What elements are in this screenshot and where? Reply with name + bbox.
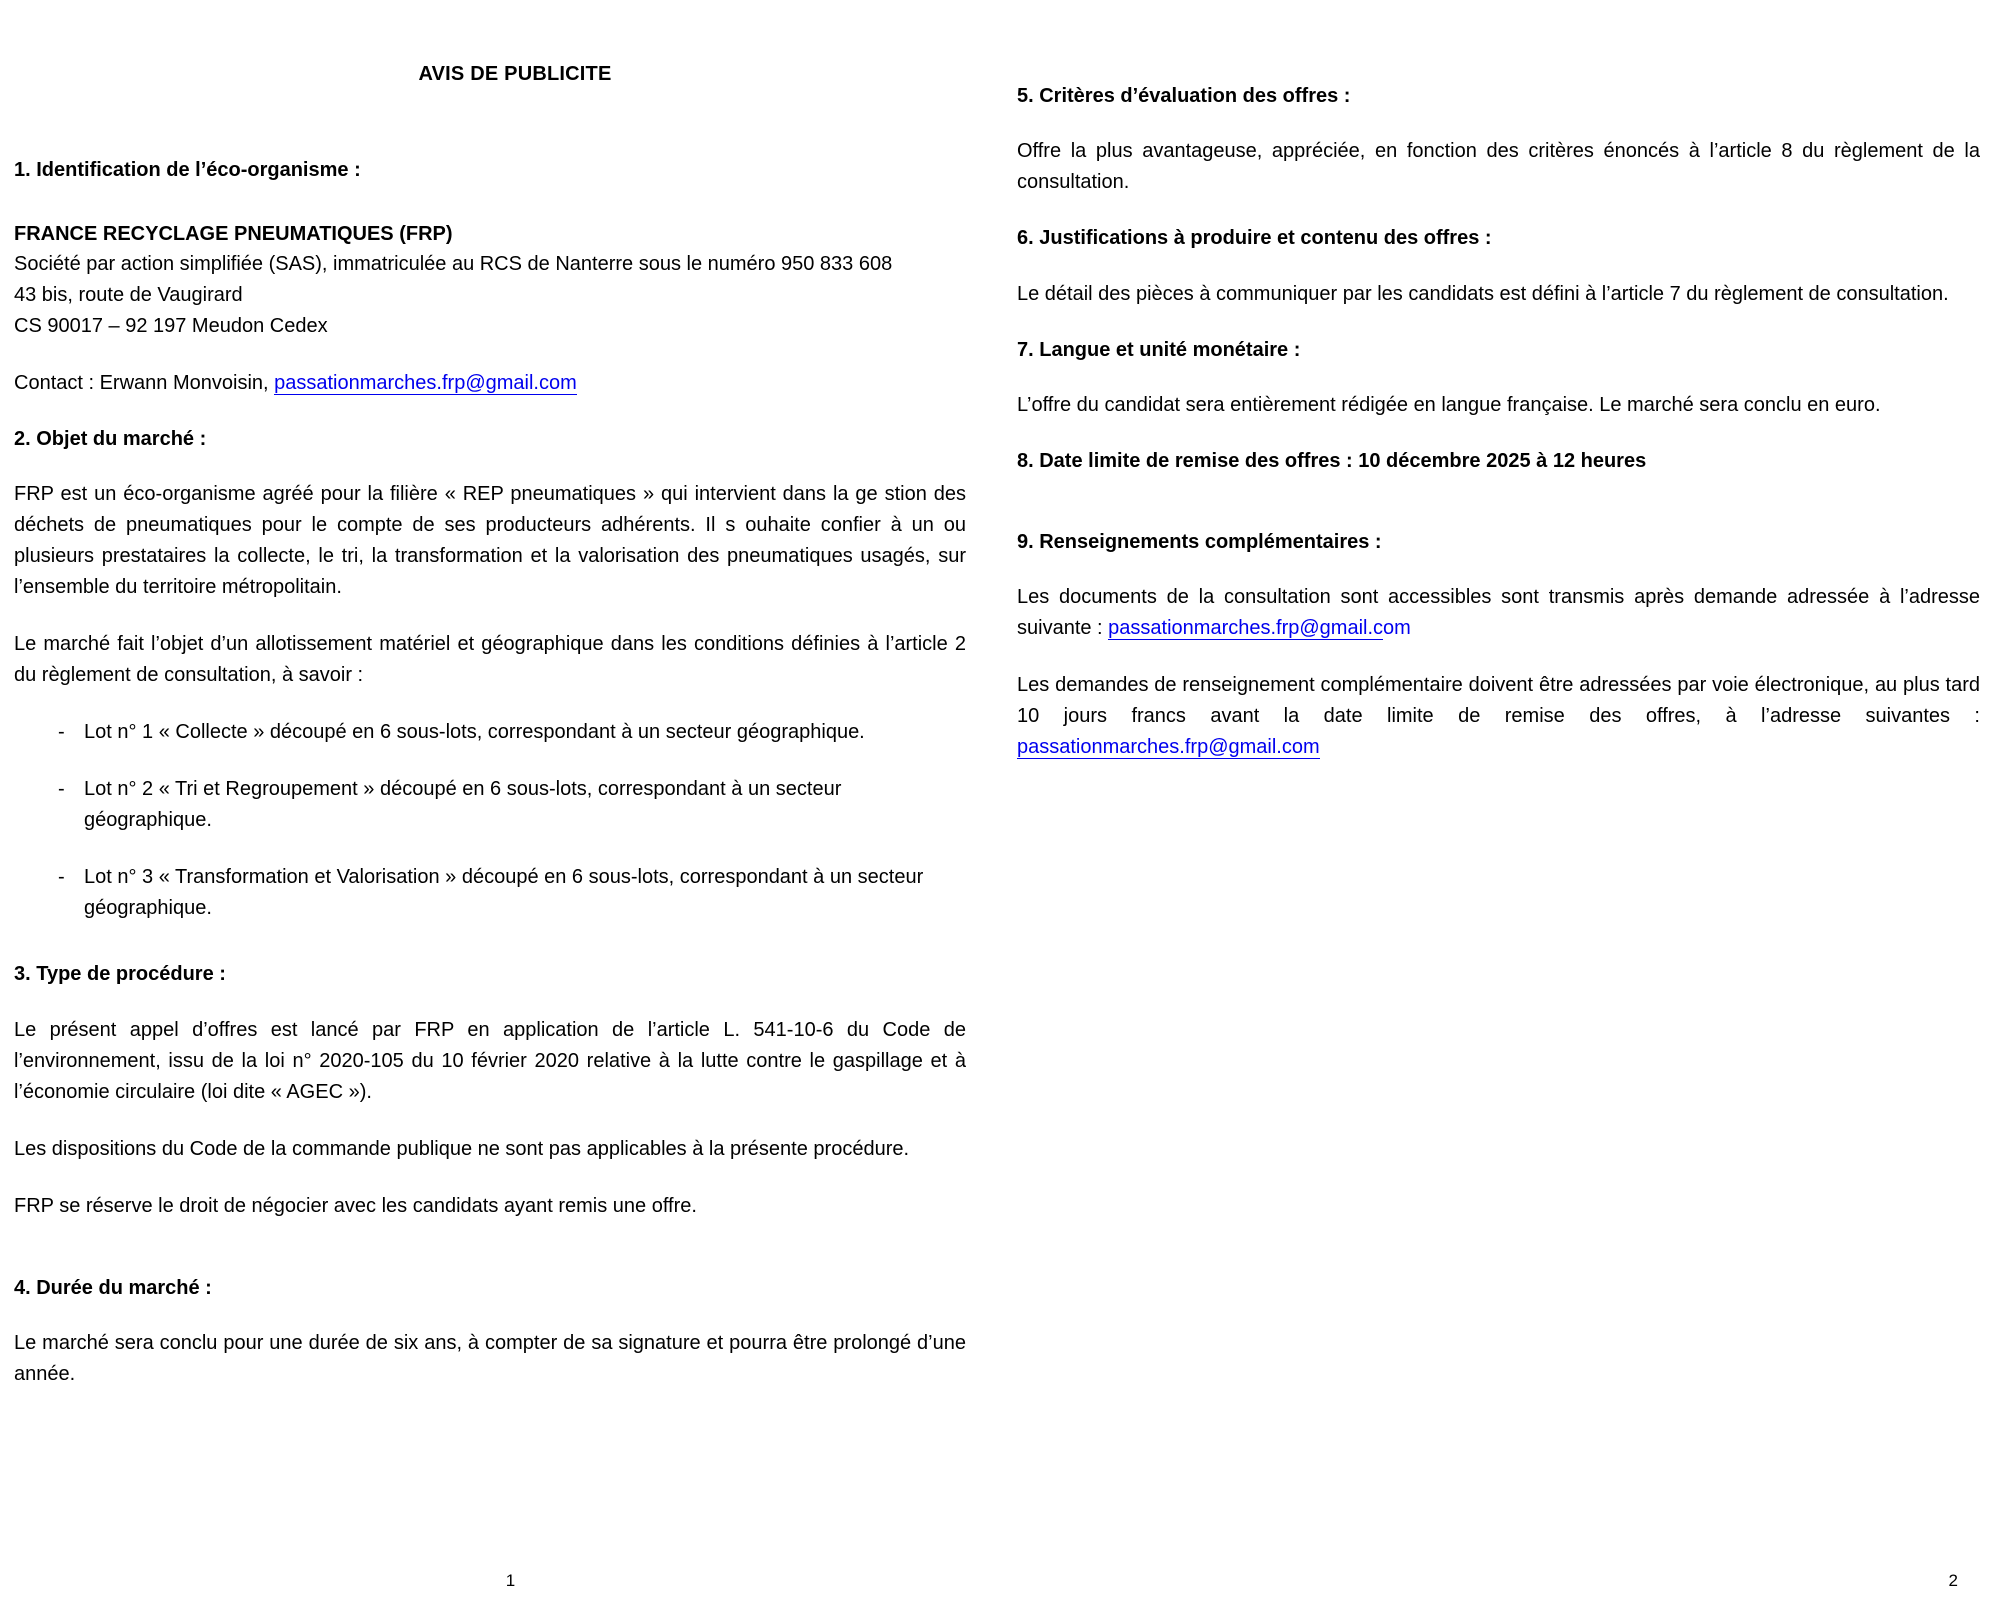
section-4-paragraph-1: Le marché sera conclu pour une durée de six ans, à compter de sa signature et pourra être prolongé d’une année. <box>14 1331 966 1385</box>
heading-section-2: 2. Objet du marché : <box>14 427 207 450</box>
list-item <box>14 717 966 748</box>
heading-section-6: 6. Justifications à produire et contenu des offres : <box>1017 227 1492 250</box>
address-line-1: 43 bis, route de Vaugirard <box>14 283 243 306</box>
heading-section-9: 9. Renseignements complémentaires : <box>1017 530 1382 553</box>
section-6-paragraph-1: Le détail des pièces à communiquer par les candidats est défini à l’article 7 du règlement de consultation. <box>1017 282 1949 305</box>
bullet-marker: - <box>58 866 65 889</box>
heading-section-4: 4. Durée du marché : <box>14 1276 212 1299</box>
contact-label: Contact : Erwann Monvoisin, <box>14 371 275 394</box>
address-line-2: CS 90017 – 92 197 Meudon Cedex <box>14 314 328 337</box>
section-3-paragraph-2: Les dispositions du Code de la commande publique ne sont pas applicables à la présente procédure. <box>14 1137 910 1160</box>
bullet-marker: - <box>58 721 65 744</box>
consultation-email-link[interactable] <box>1108 617 1411 640</box>
list-item-label: Lot n° 1 « Collecte » découpé en 6 sous-lots, correspondant à un secteur géographique. <box>84 721 865 744</box>
section-2-paragraph-2: Le marché fait l’objet d’un allotissement matériel et géographique dans les conditions définies à l’article 2 du règlement de consultation, à savoir : <box>14 633 966 687</box>
section-5-paragraph-1: Offre la plus avantageuse, appréciée, en fonction des critères énoncés à l’article 8 du règlement de la consultation. <box>1017 140 1980 194</box>
section-3-paragraph-3: FRP se réserve le droit de négocier avec les candidats ayant remis une offre. <box>14 1194 697 1217</box>
section-9-paragraph-2 <box>1017 670 1980 763</box>
bullet-marker: - <box>58 778 65 801</box>
heading-section-7: 7. Langue et unité monétaire : <box>1017 338 1301 361</box>
legal-identification-line: Société par action simplifiée (SAS), immatriculée au RCS de Nanterre sous le numéro 950 833 608 <box>14 252 893 275</box>
section-2-paragraph-1: FRP est un éco-organisme agréé pour la filière « REP pneumatiques » qui intervient dans la ge stion des déchets de pneumatiques pour le compte de ses producteurs adhérents. Il s ouhaite confier à un ou plusieurs prestataires la collecte, le tri, la transformation et la valorisation des pneumatiques usagés, sur l’ensemble du territoire métropolitain. <box>14 483 966 599</box>
page-number-1: 1 <box>505 1571 516 1590</box>
page-2 <box>993 0 2004 1617</box>
contact-email-link[interactable]: passationmarches.frp@gmail.com <box>274 371 577 394</box>
page-1 <box>0 0 993 1617</box>
section-9-paragraph-1-text: Les documents de la consultation sont accessibles sont transmis après demande adressée à l’adresse suivante : <box>1017 585 1980 639</box>
consultation-email-underlined: passationmarches.frp@gmail.c <box>1108 616 1384 639</box>
page-number-2: 2 <box>1948 1571 1958 1590</box>
consultation-email-tail: om <box>1383 616 1411 639</box>
list-item <box>14 862 966 924</box>
organisation-name: FRANCE RECYCLAGE PNEUMATIQUES (FRP) <box>14 223 453 246</box>
section-3-paragraph-1: Le présent appel d’offres est lancé par FRP en application de l’article L. 541-10-6 du Code de l’environnement, issu de la loi n° 2020-105 du 10 février 2020 relative à la lutte contre le gaspillage et à l’économie circulaire (loi dite « AGEC »). <box>14 1018 966 1103</box>
section-7-paragraph-1: L’offre du candidat sera entièrement rédigée en langue française. Le marché sera conclu en euro. <box>1017 394 1881 417</box>
heading-section-1: 1. Identification de l’éco-organisme : <box>14 159 361 181</box>
heading-section-8: 8. Date limite de remise des offres : 10 décembre 2025 à 12 heures <box>1017 450 1647 473</box>
page-title: AVIS DE PUBLICITE <box>418 63 612 85</box>
heading-section-3: 3. Type de procédure : <box>14 963 226 986</box>
list-item-label: Lot n° 3 « Transformation et Valorisation » découpé en 6 sous-lots, correspondant à un secteur géographique. <box>84 866 924 920</box>
list-item <box>14 774 966 836</box>
section-9-paragraph-2-text: Les demandes de renseignement complémentaire doivent être adressées par voie électronique, au plus tard 10 jours francs avant la date limite de remise des offres, à l’adresse suivantes : <box>1017 673 1980 727</box>
heading-section-5: 5. Critères d’évaluation des offres : <box>1017 85 1351 107</box>
list-item-label: Lot n° 2 « Tri et Regroupement » découpé en 6 sous-lots, correspondant à un secteur géographique. <box>84 778 842 832</box>
lots-list <box>14 717 966 924</box>
questions-email-link[interactable]: passationmarches.frp@gmail.com <box>1017 735 1320 758</box>
section-9-paragraph-1 <box>1017 582 1980 644</box>
contact-line <box>14 368 966 399</box>
